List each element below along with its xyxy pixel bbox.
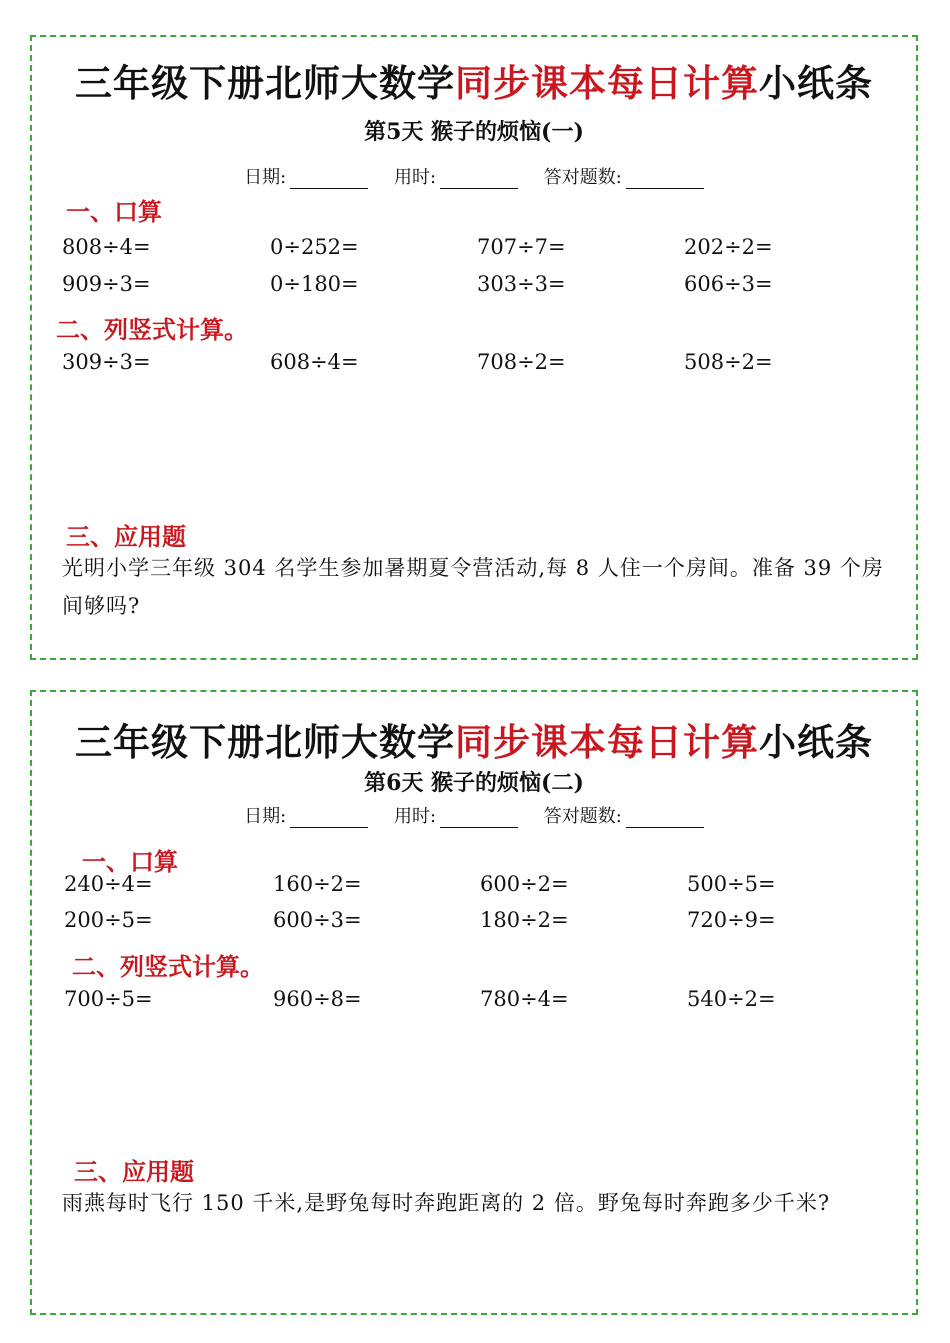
section-word: 三、应用题 [74, 1158, 194, 1186]
problem: 202÷2= [684, 235, 773, 259]
problem: 707÷7= [477, 235, 566, 259]
oral-row [32, 272, 916, 302]
date-blank[interactable] [290, 170, 368, 189]
vertical-row [32, 987, 916, 1017]
word-problem: 雨燕每时飞行 150 千米,是野兔每时奔跑距离的 2 倍。野兔每时奔跑多少千米? [62, 1191, 831, 1215]
info-line [32, 802, 916, 828]
title-prefix: 三年级下册北师大数学 [75, 721, 455, 764]
time-blank[interactable] [440, 809, 518, 828]
problem: 160÷2= [273, 872, 362, 896]
word-problem: 光明小学三年级 304 名学生参加暑期夏令营活动,每 8 人住一个房间。准备 39 个房间够吗? [62, 556, 884, 618]
problem: 909÷3= [62, 272, 151, 296]
section-oral: 一、口算 [66, 198, 162, 226]
problem: 309÷3= [62, 350, 151, 374]
oral-row [32, 872, 916, 902]
date-blank[interactable] [290, 809, 368, 828]
vertical-row [32, 350, 916, 380]
problem: 180÷2= [480, 908, 569, 932]
correct-count-blank[interactable] [626, 170, 704, 189]
section-vertical: 二、列竖式计算。 [72, 953, 264, 981]
problem: 808÷4= [62, 235, 151, 259]
time-blank[interactable] [440, 170, 518, 189]
section-word: 三、应用题 [66, 523, 186, 551]
problem: 708÷2= [477, 350, 566, 374]
problem: 700÷5= [64, 987, 153, 1011]
section-vertical: 二、列竖式计算。 [56, 316, 248, 344]
time-field: 用时: [394, 163, 518, 189]
correct-count-field: 答对题数: [544, 802, 704, 828]
title-suffix: 小纸条 [759, 721, 873, 764]
problem: 240÷4= [64, 872, 153, 896]
problem: 540÷2= [687, 987, 776, 1011]
section-oral: 一、口算 [82, 848, 178, 876]
correct-count-blank[interactable] [626, 809, 704, 828]
problem: 606÷3= [684, 272, 773, 296]
title-highlight: 同步课本每日计算 [455, 721, 759, 764]
problem: 780÷4= [480, 987, 569, 1011]
card-title [32, 712, 916, 766]
problem: 0÷180= [270, 272, 359, 296]
problem: 608÷4= [270, 350, 359, 374]
problem: 960÷8= [273, 987, 362, 1011]
lesson-subtitle: 第6天 猴子的烦恼(二) [364, 770, 584, 796]
worksheet-card-day6 [30, 690, 918, 1315]
title-highlight: 同步课本每日计算 [455, 62, 759, 105]
title-prefix: 三年级下册北师大数学 [75, 62, 455, 105]
correct-count-field: 答对题数: [544, 163, 704, 189]
problem: 0÷252= [270, 235, 359, 259]
problem: 508÷2= [684, 350, 773, 374]
oral-row [32, 908, 916, 938]
date-field: 日期: [244, 163, 368, 189]
problem: 500÷5= [687, 872, 776, 896]
date-field: 日期: [244, 802, 368, 828]
problem: 200÷5= [64, 908, 153, 932]
problem: 600÷2= [480, 872, 569, 896]
worksheet-card-day5 [30, 35, 918, 660]
card-title [32, 53, 916, 107]
time-field: 用时: [394, 802, 518, 828]
problem: 303÷3= [477, 272, 566, 296]
problem: 720÷9= [687, 908, 776, 932]
info-line [32, 163, 916, 189]
problem: 600÷3= [273, 908, 362, 932]
oral-row [32, 235, 916, 265]
title-suffix: 小纸条 [759, 62, 873, 105]
lesson-subtitle: 第5天 猴子的烦恼(一) [364, 119, 584, 145]
